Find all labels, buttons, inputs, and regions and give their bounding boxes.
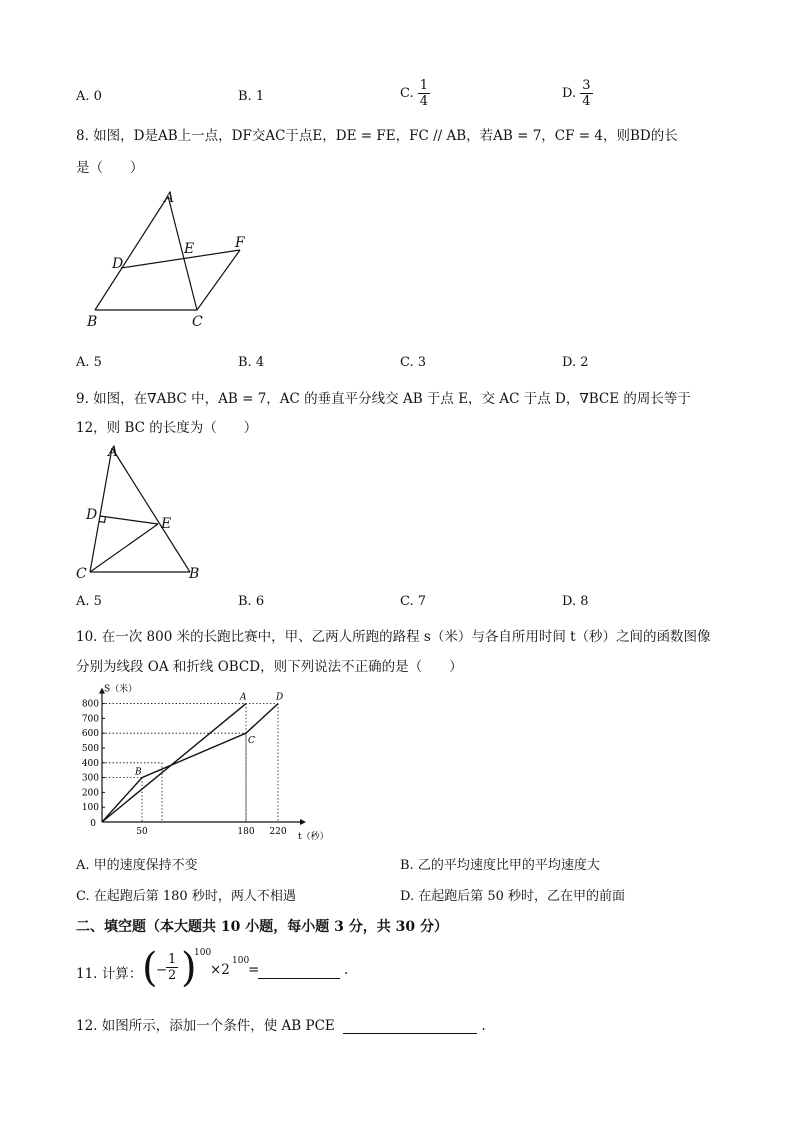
label-d: D <box>112 256 124 272</box>
equals-sign: = <box>248 962 260 978</box>
q7-option-b: B. 1 <box>238 89 265 104</box>
point-label-b: B <box>135 767 142 778</box>
q11-prefix: 11. 计算： <box>76 966 143 982</box>
fraction-half: $\frac{1}{2}$ <box>168 952 177 983</box>
q9-option-a: A. 5 <box>76 594 102 609</box>
q12-end: . <box>481 1018 486 1034</box>
q8-stem-line2: 是（ ） <box>76 160 144 176</box>
label-e: E <box>161 516 172 532</box>
q8-option-c: C. 3 <box>400 355 427 370</box>
section-heading: 二、填空题（本大题共 10 小题，每小题 3 分，共 30 分） <box>76 919 448 935</box>
q12-text: 12. 如图所示，添加一个条件，使 AB PCE <box>76 1018 335 1034</box>
segment-ce <box>90 524 158 572</box>
q11-end: . <box>344 962 349 978</box>
q8-option-b: B. 4 <box>238 355 265 370</box>
exponent-2: 100 <box>232 956 250 966</box>
point-label-c: C <box>248 736 255 747</box>
y-tick-label: 300 <box>81 773 99 784</box>
label-a: A <box>108 444 119 460</box>
q9-stem-line2: 12，则 BC 的长度为（ ） <box>76 420 258 436</box>
y-tick-label: 100 <box>81 803 99 814</box>
q10-stem-line2: 分别为线段 OA 和折线 OBCD，则下列说法不正确的是（ ） <box>76 659 463 675</box>
label-c: C <box>192 314 203 330</box>
answer-blank-q11[interactable] <box>258 962 340 979</box>
x-tick-label: 180 <box>237 827 255 837</box>
right-paren: ) <box>181 945 197 991</box>
answer-blank-q12[interactable] <box>343 1018 477 1034</box>
q9-figure <box>72 440 212 582</box>
q7-option-c: C. $\frac{1}{4}$ <box>400 78 429 109</box>
y-tick-label: 600 <box>81 729 99 740</box>
label-a: A <box>164 190 175 206</box>
segment-ab <box>95 196 168 310</box>
q8-option-a: A. 5 <box>76 355 102 370</box>
y-tick-label: 200 <box>81 788 99 799</box>
x-tick-label: 50 <box>136 827 148 837</box>
fraction: $\frac{1}{4}$ <box>419 78 429 109</box>
segment-ab <box>112 448 190 572</box>
q9-option-c: C. 7 <box>400 594 427 609</box>
q10-chart <box>74 684 329 844</box>
minus-sign: − <box>156 962 168 978</box>
fraction: $\frac{3}{4}$ <box>582 78 591 109</box>
q10-option-c: C. 在起跑后第 180 秒时，两人不相遇 <box>76 889 296 904</box>
y-tick-label: 700 <box>81 714 99 725</box>
label-b: B <box>87 314 98 330</box>
q9-option-b: B. 6 <box>238 594 265 609</box>
q8-stem-line1: 8. 如图，D是AB上一点，DF交AC于点E，DE = FE，FC // AB，若AB = 7，CF = 4，则BD的长 <box>76 128 678 144</box>
q7-option-d: D. $\frac{3}{4}$ <box>562 78 591 109</box>
q10-option-a: A. 甲的速度保持不变 <box>76 858 198 873</box>
q10-option-b: B. 乙的平均速度比甲的平均速度大 <box>400 858 600 873</box>
label-c: C <box>76 566 87 582</box>
q8-option-d: D. 2 <box>562 355 589 370</box>
y-tick-label: 400 <box>81 758 99 769</box>
label-f: F <box>235 235 245 251</box>
point-label-d: D <box>276 692 284 703</box>
exponent-1: 100 <box>194 948 212 958</box>
label-b: B <box>189 566 200 582</box>
label-e: E <box>184 241 195 257</box>
series-line-1 <box>102 704 278 822</box>
x-tick-label: 220 <box>269 827 287 837</box>
y-tick-label: 500 <box>81 744 99 754</box>
y-tick-label: 800 <box>81 699 99 710</box>
times-two: ×2 <box>210 962 230 978</box>
q9-option-d: D. 8 <box>562 594 589 609</box>
label-d: D <box>86 507 98 523</box>
q7-option-a: A. 0 <box>76 89 102 104</box>
segment-de <box>100 516 158 524</box>
y-axis-label: S（米） <box>104 684 138 695</box>
segment-fc <box>197 250 240 310</box>
q12 <box>76 1014 486 1034</box>
x-axis-label: t（秒） <box>298 832 329 842</box>
q8-figure <box>80 186 260 334</box>
q9-stem-line1: 9. 如图，在∇ABC 中，AB = 7，AC 的垂直平分线交 AB 于点 E，交 AC 于点 D，∇BCE 的周长等于 <box>76 391 691 407</box>
left-paren: ( <box>142 945 158 991</box>
segment-df <box>121 250 240 268</box>
point-label-a: A <box>240 692 247 703</box>
x-axis-arrow <box>300 819 306 825</box>
origin-label: 0 <box>90 819 96 829</box>
q10-stem-line1: 10. 在一次 800 米的长跑比赛中，甲、乙两人所跑的路程 s（米）与各自所用时间 t（秒）之间的函数图像 <box>76 629 711 645</box>
q10-option-d: D. 在起跑后第 50 秒时，乙在甲的前面 <box>400 889 626 904</box>
